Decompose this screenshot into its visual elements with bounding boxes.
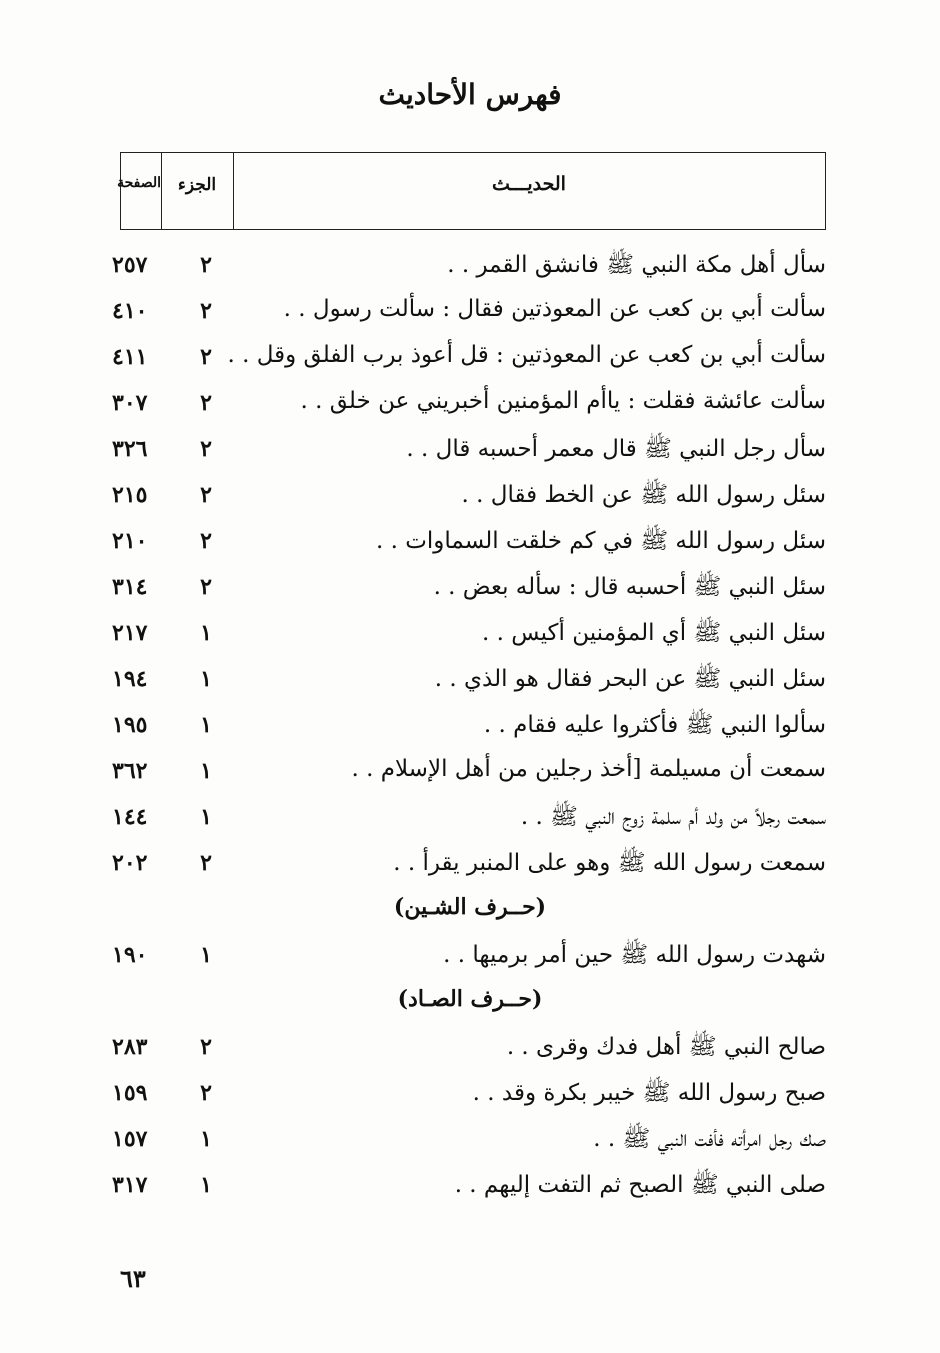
hadith-text: صلى النبي ﷺ الصبح ثم التفت إليهم . . [454, 1172, 826, 1198]
table-row [0, 660, 940, 706]
table-row [0, 752, 940, 798]
juz-number: ١ [200, 804, 212, 830]
hadith-text: شهدت رسول الله ﷺ حين أمر برميها . . [443, 942, 826, 968]
hadith-text: سمعت رسول الله ﷺ وهو على المنبر يقرأ . . [393, 850, 826, 876]
hadith-text: سئل النبي ﷺ أحسبه قال : سأله بعض . . [433, 574, 826, 600]
hadith-text: سمعت أن مسيلمة [أخذ رجلين من أهل الإسلام . . [351, 756, 826, 782]
page-ref: ١٥٩ [112, 1080, 148, 1106]
hadith-text: سئل رسول الله ﷺ عن الخط فقال . . [461, 482, 826, 508]
page-number: ٦٣ [120, 1264, 146, 1293]
table-row [0, 476, 940, 522]
hadith-text: سئل رسول الله ﷺ في كم خلقت السماوات . . [376, 528, 826, 554]
juz-number: ٢ [200, 436, 212, 462]
table-row [0, 936, 940, 982]
page-ref: ٤١٠ [112, 298, 148, 324]
hadith-text: سأل رجل النبي ﷺ قال معمر أحسبه قال . . [406, 436, 826, 462]
header-hadith: الحديـــث [492, 173, 566, 195]
hadith-text: سألت عائشة فقلت : ياأم المؤمنين أخبريني عن خلق . . [300, 388, 826, 414]
hadith-text: سألوا النبي ﷺ فأكثروا عليه فقام . . [483, 712, 826, 738]
hadith-text: صك رجل امرأته فأفت النبي ﷺ . . [593, 1126, 826, 1152]
page-ref: ١٥٧ [112, 1126, 148, 1152]
hadith-text: صبح رسول الله ﷺ خيبر بكرة وقد . . [472, 1080, 826, 1106]
juz-number: ٢ [200, 298, 212, 324]
table-row [0, 568, 940, 614]
juz-number: ١ [200, 1172, 212, 1198]
table-row [0, 1166, 940, 1212]
section-title: (حــرف الشـين) [393, 894, 547, 920]
table-row [0, 1028, 940, 1074]
juz-number: ٢ [200, 344, 212, 370]
juz-number: ٢ [200, 482, 212, 508]
page-ref: ٣٦٢ [112, 758, 148, 784]
table-row [0, 1120, 940, 1166]
hadith-text: سألت أبي بن كعب عن المعوذتين : قل أعوذ برب الفلق وقل . . [227, 342, 826, 368]
page-ref: ٢٠٢ [112, 850, 148, 876]
juz-number: ٢ [200, 390, 212, 416]
page-ref: ٢١٥ [112, 482, 148, 508]
header-page: الصفحة [117, 175, 161, 191]
juz-number: ٢ [200, 574, 212, 600]
table-row [0, 614, 940, 660]
section-title: (حــرف الصـاد) [397, 986, 543, 1012]
page-ref: ٤١١ [112, 344, 148, 370]
table-row [0, 430, 940, 476]
page-ref: ٣١٧ [112, 1172, 148, 1198]
page-ref: ٢٥٧ [112, 252, 148, 278]
page-ref: ٣١٤ [112, 574, 148, 600]
juz-number: ١ [200, 1126, 212, 1152]
page-ref: ٣٠٧ [112, 390, 148, 416]
page-ref: ١٩٠ [112, 942, 148, 968]
table-row [0, 522, 940, 568]
page-ref: ٢٨٣ [112, 1034, 148, 1060]
table-row [0, 246, 940, 292]
section-heading [0, 982, 940, 1028]
page-ref: ٢١٧ [112, 620, 148, 646]
hadith-text: سئل النبي ﷺ عن البحر فقال هو الذي . . [434, 666, 826, 692]
page-ref: ١٩٥ [112, 712, 148, 738]
table-row [0, 798, 940, 844]
hadith-text: سئل النبي ﷺ أي المؤمنين أكيس . . [482, 620, 826, 646]
section-heading [0, 890, 940, 936]
table-row [0, 338, 940, 384]
hadith-text: سمعت رجلاً من ولد أم سلمة زوج النبي ﷺ . . [520, 804, 826, 830]
page-ref: ٣٢٦ [112, 436, 148, 462]
table-row [0, 844, 940, 890]
juz-number: ١ [200, 712, 212, 738]
table-row [0, 1074, 940, 1120]
juz-number: ١ [200, 758, 212, 784]
page-ref: ٢١٠ [112, 528, 148, 554]
juz-number: ٢ [200, 528, 212, 554]
hadith-text: صالح النبي ﷺ أهل فدك وقرى . . [506, 1034, 826, 1060]
page-title: فهرس الأحاديث [378, 78, 562, 111]
table-row [0, 384, 940, 430]
juz-number: ١ [200, 666, 212, 692]
hadith-text: سألت أبي بن كعب عن المعوذتين فقال : سألت رسول . . [283, 296, 826, 322]
juz-number: ٢ [200, 252, 212, 278]
juz-number: ١ [200, 620, 212, 646]
juz-number: ١ [200, 942, 212, 968]
header-juz: الجزء [177, 175, 217, 195]
table-header [117, 152, 826, 230]
page-ref: ١٤٤ [112, 804, 148, 830]
table-row [0, 292, 940, 338]
hadith-index-list [0, 246, 940, 1212]
juz-number: ٢ [200, 1080, 212, 1106]
juz-number: ٢ [200, 1034, 212, 1060]
table-row [0, 706, 940, 752]
juz-number: ٢ [200, 850, 212, 876]
hadith-text: سأل أهل مكة النبي ﷺ فانشق القمر . . [447, 252, 826, 278]
page-ref: ١٩٤ [112, 666, 148, 692]
